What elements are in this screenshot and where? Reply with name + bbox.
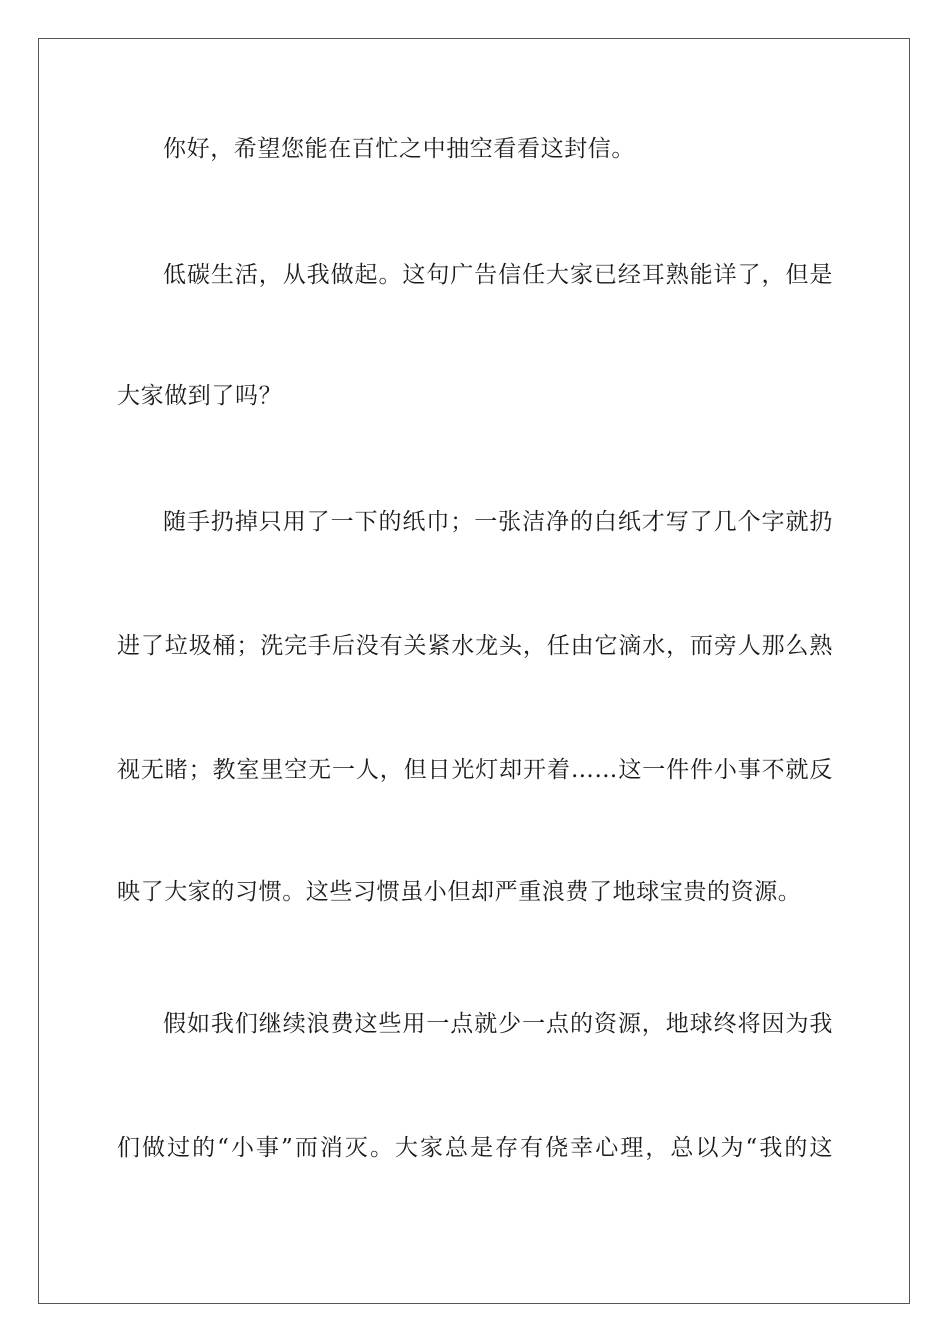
page-border: [38, 38, 910, 1304]
text-line-1: 你好，希望您能在百忙之中抽空看看这封信。: [163, 136, 635, 162]
text-line-8: 假如我们继续浪费这些用一点就少一点的资源，地球终将因为我: [163, 1011, 833, 1037]
text-line-5: 进了垃圾桶；洗完手后没有关紧水龙头，任由它滴水，而旁人那么熟: [117, 633, 833, 659]
text-line-6: 视无睹；教室里空无一人，但日光灯却开着……这一件件小事不就反: [117, 757, 833, 783]
text-line-4: 随手扔掉只用了一下的纸巾；一张洁净的白纸才写了几个字就扔: [163, 509, 833, 535]
text-line-9: 们做过的“小事”而消灭。大家总是存有侥幸心理，总以为“我的这: [117, 1135, 833, 1161]
text-line-3: 大家做到了吗？: [117, 383, 283, 409]
text-line-7: 映了大家的习惯。这些习惯虽小但却严重浪费了地球宝贵的资源。: [117, 879, 802, 905]
text-line-2: 低碳生活，从我做起。这句广告信任大家已经耳熟能详了，但是: [163, 262, 833, 288]
